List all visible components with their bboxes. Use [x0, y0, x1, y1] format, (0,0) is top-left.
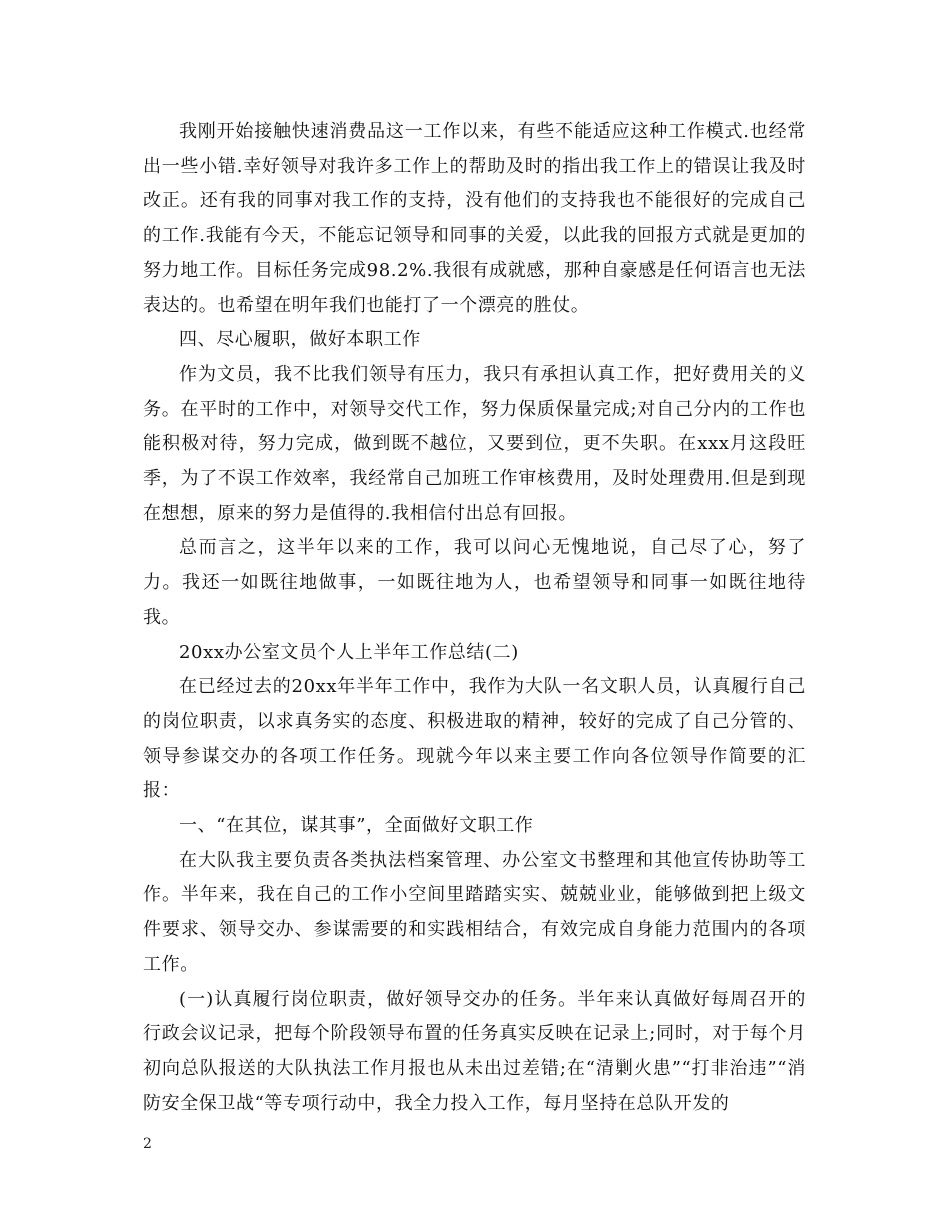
- paragraph-2: 作为文员，我不比我们领导有压力，我只有承担认真工作，把好费用关的义务。在平时的工作中，对领导交代工作，努力保质保量完成;对自己分内的工作也能积极对待，努力完成，做到既不越位，又要到位，更不失职。在xxx月这段旺季，为了不误工作效率，我经常自己加班工作审核费用，及时处理费用.但是到现在想想，原来的努力是值得的.我相信付出总有回报。: [143, 363, 806, 524]
- document-subtitle: 20xx办公室文员个人上半年工作总结(二): [179, 641, 519, 663]
- paragraph-1: 我刚开始接触快速消费品这一工作以来，有些不能适应这种工作模式.也经常出一些小错.幸好领导对我许多工作上的帮助及时的指出我工作上的错误让我及时改正。还有我的同事对我工作的支持，没有他们的支持我也不能很好的完成自己的工作.我能有今天，不能忘记领导和同事的关爱，以此我的回报方式就是更加的努力地工作。目标任务完成98.2%.我很有成就感，那种自豪感是任何语言也无法表达的。也希望在明年我们也能打了一个漂亮的胜仗。: [143, 121, 806, 316]
- section-heading-one: 一、“在其位，谋其事”，全面做好文职工作: [179, 815, 534, 837]
- page-number: 2: [143, 1136, 152, 1152]
- paragraph-6: (一)认真履行岗位职责，做好领导交办的任务。半年来认真做好每周召开的行政会议记录，把每个阶段领导布置的任务真实反映在记录上;同时，对于每个月初向总队报送的大队执法工作月报也从未出过差错;在“清剿火患”“打非治违”“消防安全保卫战“等专项行动中，我全力投入工作，每月坚持在总队开发的: [143, 988, 806, 1114]
- paragraph-3: 总而言之，这半年以来的工作，我可以问心无愧地说，自己尽了心，努了力。我还一如既往地做事，一如既往地为人，也希望领导和同事一如既往地待我。: [143, 537, 806, 628]
- section-heading-four: 四、尽心履职，做好本职工作: [179, 329, 421, 351]
- paragraph-4: 在已经过去的20xx年半年工作中，我作为大队一名文职人员，认真履行自己的岗位职责，以求真务实的态度、积极进取的精神，较好的完成了自己分管的、领导参谋交办的各项工作任务。现就今年以来主要工作向各位领导作简要的汇报：: [143, 676, 806, 802]
- paragraph-5: 在大队我主要负责各类执法档案管理、办公室文书整理和其他宣传协助等工作。半年来，我在自己的工作小空间里踏踏实实、兢兢业业，能够做到把上级文件要求、领导交办、参谋需要的和实践相结合，有效完成自身能力范围内的各项工作。: [143, 849, 806, 975]
- document-body: [143, 115, 806, 1121]
